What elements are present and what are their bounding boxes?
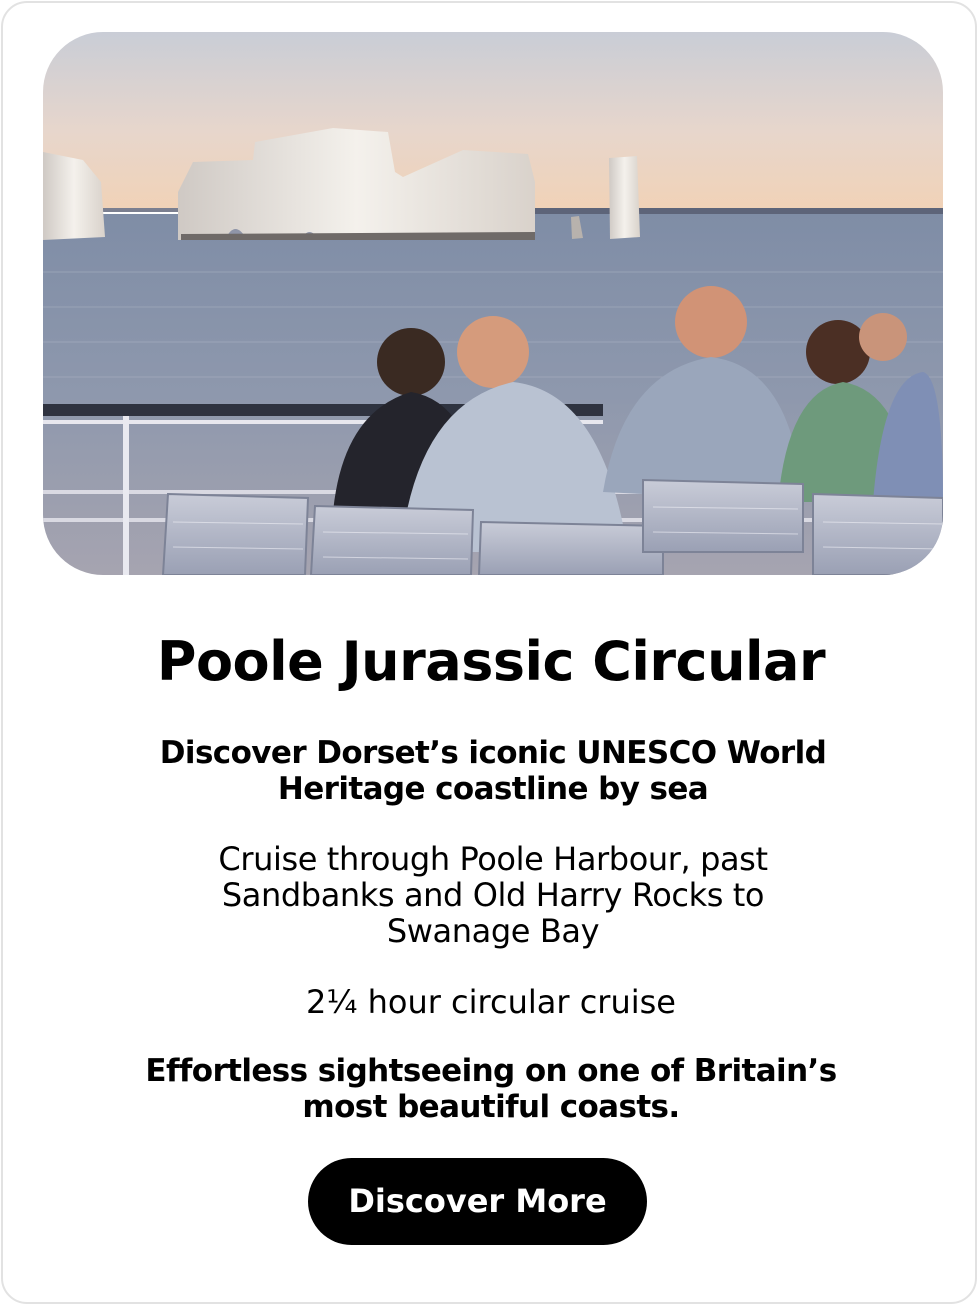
tour-photo-illustration xyxy=(43,32,943,575)
tour-subtitle: Discover Dorset’s iconic UNESCO World Heritage coastline by sea xyxy=(159,735,827,807)
tour-duration: 2¼ hour circular cruise xyxy=(306,983,676,1021)
tour-photo xyxy=(43,32,943,575)
discover-more-button[interactable]: Discover More xyxy=(308,1158,647,1245)
tour-title: Poole Jurassic Circular xyxy=(156,630,826,693)
tour-description: Cruise through Poole Harbour, past Sandbanks and Old Harry Rocks to Swanage Bay xyxy=(218,840,768,950)
tour-tagline: Effortless sightseeing on one of Britain’s most beautiful coasts. xyxy=(145,1053,837,1125)
tour-card xyxy=(1,1,977,1304)
